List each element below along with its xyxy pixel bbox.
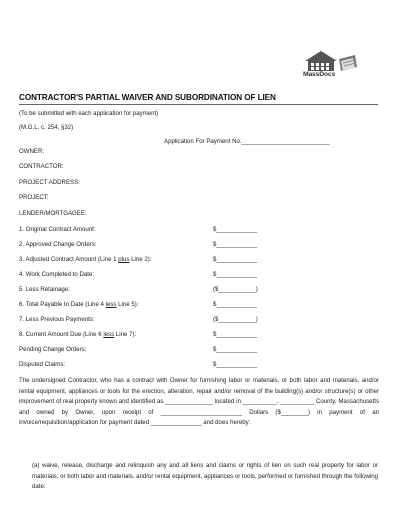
line-value[interactable]: $____________ xyxy=(213,346,258,353)
line-item: 1. Original Contract Amount: xyxy=(19,226,96,233)
line-item: Pending Change Orders: xyxy=(19,346,87,353)
application-for-payment-field[interactable]: Application For Payment No.__________________________ xyxy=(164,138,330,145)
line-value[interactable]: $____________ xyxy=(213,271,258,278)
line-value[interactable]: ($___________) xyxy=(213,286,258,293)
line-item-text: Line 5): xyxy=(116,301,139,308)
document-title: CONTRACTOR'S PARTIAL WAIVER AND SUBORDINATION OF LIEN xyxy=(19,93,276,102)
line-item: 5. Less Retainage: xyxy=(19,286,70,293)
line-item xyxy=(19,331,136,339)
line-item-text: 6. Total Payable to Date (Line 4 xyxy=(19,301,106,308)
line-value[interactable]: $____________ xyxy=(213,241,258,248)
lender-mortgagee-label: LENDER/MORTGAGEE: xyxy=(19,210,87,217)
line-value[interactable]: ($___________) xyxy=(213,316,258,323)
house-logo-icon xyxy=(303,49,359,73)
line-value[interactable]: $____________ xyxy=(213,361,258,368)
title-divider xyxy=(19,104,378,105)
line-value[interactable]: $____________ xyxy=(213,301,258,308)
project-label: PROJECT: xyxy=(19,194,49,201)
line-item: 2. Approved Change Orders: xyxy=(19,241,97,248)
line-item: 7. Less Previous Payments: xyxy=(19,316,95,323)
line-item-text: 8. Current Amount Due (Line 6 xyxy=(19,331,104,338)
line-value[interactable]: $____________ xyxy=(213,226,258,233)
line-item-emphasis: less xyxy=(105,301,117,308)
logo-brand-text: MassDocs xyxy=(303,71,336,78)
clause-a: (a) waive, release, discharge and relinquish any and all liens and claims or rights of lien on such real property for labor or materials, or both labor and materials, and/or rental equipment, appliances or tools, performed or furnished through the following date: xyxy=(32,462,378,491)
owner-label: OWNER: xyxy=(19,148,45,155)
line-item-text: Line 7): xyxy=(114,331,137,338)
contractor-label: CONTRACTOR: xyxy=(19,163,64,170)
line-value[interactable]: $____________ xyxy=(213,256,258,263)
line-item-emphasis: plus xyxy=(118,256,130,263)
line-item xyxy=(19,256,151,264)
line-item xyxy=(19,301,138,309)
line-value[interactable]: $____________ xyxy=(213,331,258,338)
subtitle: (To be submitted with each application for payment) xyxy=(19,110,159,117)
line-item-emphasis: less xyxy=(103,331,115,338)
line-item: Disputed Claims: xyxy=(19,361,66,368)
project-address-label: PROJECT ADDRESS: xyxy=(19,179,80,186)
massdocs-logo xyxy=(303,49,359,81)
line-item-text: 3. Adjusted Contract Amount (Line 1 xyxy=(19,256,119,263)
line-item: 4. Work Completed to Date: xyxy=(19,271,95,278)
body-paragraph: The undersigned Contractor, who has a contract with Owner for furnishing labor or materials, or both labor and materials, and/or rental equipment, appliances or tools for the erection, alteration, repair and/or removal of the building(s) and/or structure(s) or other improvement of real property known and identified as ______________ located in __________, __________ County, Massachusetts and owned by Owner, upon receipt of ________________________ Dollars ($________) in payment of an invoice/requisition/application for payment dated _______________ and does hereby: xyxy=(19,377,379,427)
citation: (M.G.L. c. 254, §32) xyxy=(19,124,74,131)
line-item-text: Line 2): xyxy=(129,256,152,263)
